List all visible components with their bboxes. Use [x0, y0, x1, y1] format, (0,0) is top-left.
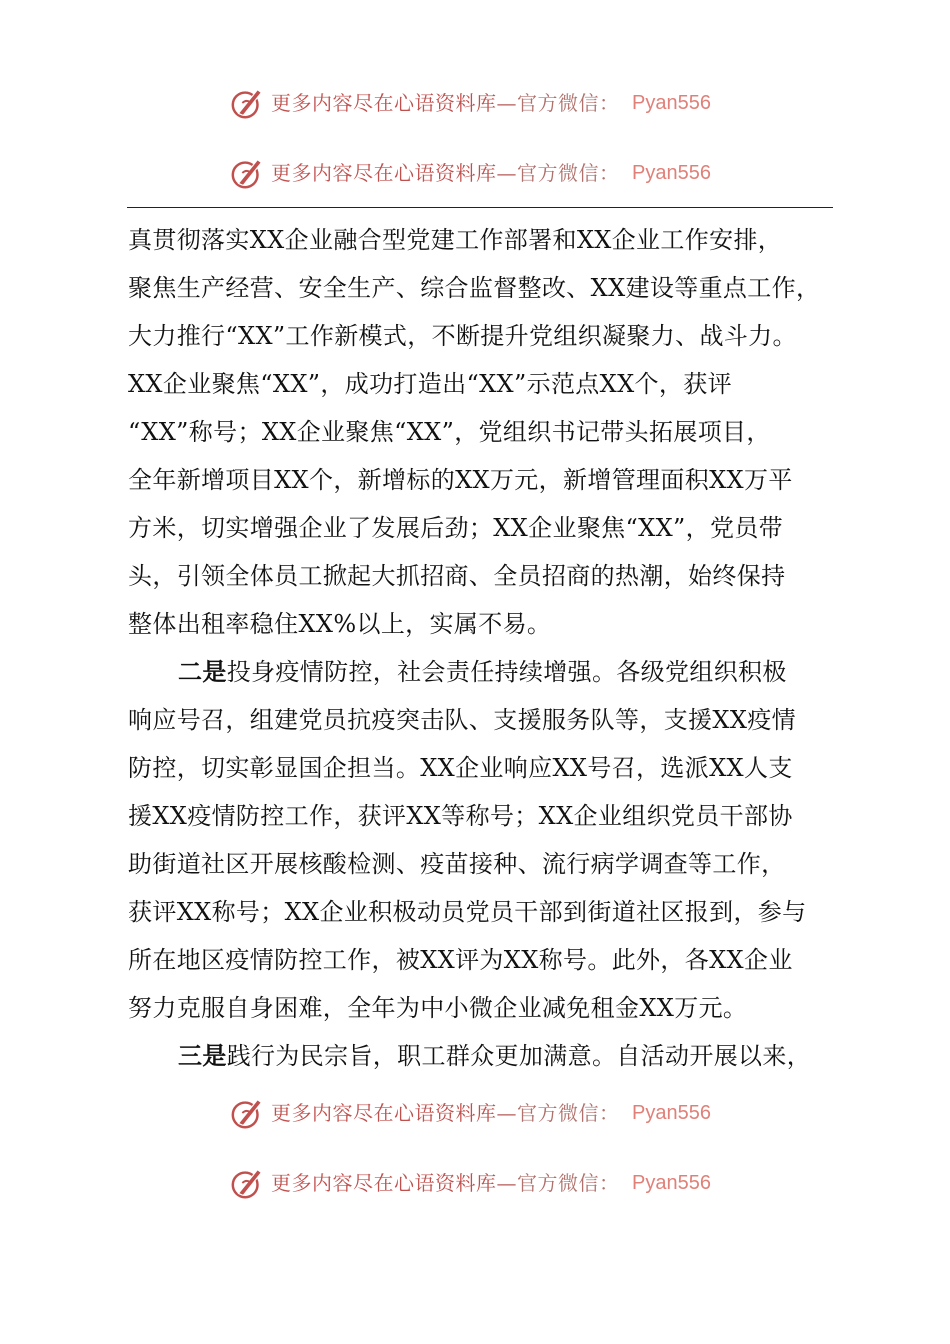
watermark-official-label: 官方微信： — [517, 1171, 620, 1195]
watermark-official-label: 官方微信： — [517, 91, 620, 115]
watermark-wechat-id: Pyan556 — [632, 92, 711, 114]
watermark-dash: — — [496, 1101, 517, 1125]
quill-pen-circle-icon — [229, 1094, 267, 1132]
watermark-banner — [0, 154, 950, 194]
text-line: XX企业聚焦“XX”，成功打造出“XX”示范点XX个，获评 — [128, 370, 732, 398]
text-line: 方米，切实增强企业了发展后劲；XX企业聚焦“XX”，党员带 — [128, 514, 784, 542]
header-divider — [127, 207, 833, 208]
text-span: 践行为民宗旨，职工群众更加满意。自活动开展以来， — [226, 1042, 812, 1070]
watermark-banner — [0, 1164, 950, 1204]
watermark-brand-text: 更多内容尽在心语资料库 — [271, 1101, 497, 1125]
text-line: 获评XX称号；XX企业积极动员党员干部到街道社区报到，参与 — [128, 898, 807, 926]
watermark-brand-text: 更多内容尽在心语资料库 — [271, 91, 497, 115]
text-line: 努力克服自身困难，全年为中小微企业减免租金XX万元。 — [128, 994, 748, 1022]
text-line: 大力推行“XX”工作新模式，不断提升党组织凝聚力、战斗力。 — [128, 322, 797, 350]
watermark-wechat-id: Pyan556 — [632, 1102, 711, 1124]
text-line: 整体出租率稳住XX%以上，实属不易。 — [128, 610, 552, 638]
text-line: 真贯彻落实XX企业融合型党建工作部署和XX企业工作安排， — [128, 226, 783, 254]
text-line: “XX”称号；XX企业聚焦“XX”，党组织书记带头拓展项目， — [128, 418, 771, 446]
text-line: 聚焦生产经营、安全生产、综合监督整改、XX建设等重点工作， — [128, 274, 821, 302]
watermark-dash: — — [496, 91, 517, 115]
text-line: 头，引领全体员工掀起大抓招商、全员招商的热潮，始终保持 — [128, 562, 786, 590]
watermark-wechat-id: Pyan556 — [632, 162, 711, 184]
paragraph-lead: 二是 — [178, 657, 227, 686]
watermark-brand-text: 更多内容尽在心语资料库 — [271, 161, 497, 185]
watermark-official-label: 官方微信： — [517, 1101, 620, 1125]
quill-pen-circle-icon — [229, 84, 267, 122]
watermark-banner — [0, 84, 950, 124]
text-line: 援XX疫情防控工作，获评XX等称号；XX企业组织党员干部协 — [128, 802, 793, 830]
watermark-dash: — — [496, 1171, 517, 1195]
quill-pen-circle-icon — [229, 1164, 267, 1202]
watermark-brand-text: 更多内容尽在心语资料库 — [271, 1171, 497, 1195]
text-span: 投身疫情防控，社会责任持续增强。各级党组织积极 — [226, 658, 787, 686]
text-line: 防控，切实彰显国企担当。XX企业响应XX号召，选派XX人支 — [128, 754, 793, 782]
watermark-official-label: 官方微信： — [517, 161, 620, 185]
text-line: 助街道社区开展核酸检测、疫苗接种、流行病学调查等工作， — [128, 850, 786, 878]
paragraph-first-line — [178, 648, 787, 696]
watermark-wechat-id: Pyan556 — [632, 1172, 711, 1194]
paragraph-first-line — [178, 1032, 811, 1080]
paragraph-lead: 三是 — [178, 1041, 227, 1070]
watermark-banner — [0, 1094, 950, 1134]
text-line: 响应号召，组建党员抗疫突击队、支援服务队等，支援XX疫情 — [128, 706, 796, 734]
text-line: 全年新增项目XX个，新增标的XX万元，新增管理面积XX万平 — [128, 466, 793, 494]
quill-pen-circle-icon — [229, 154, 267, 192]
watermark-dash: — — [496, 161, 517, 185]
text-line: 所在地区疫情防控工作，被XX评为XX称号。此外，各XX企业 — [128, 946, 793, 974]
